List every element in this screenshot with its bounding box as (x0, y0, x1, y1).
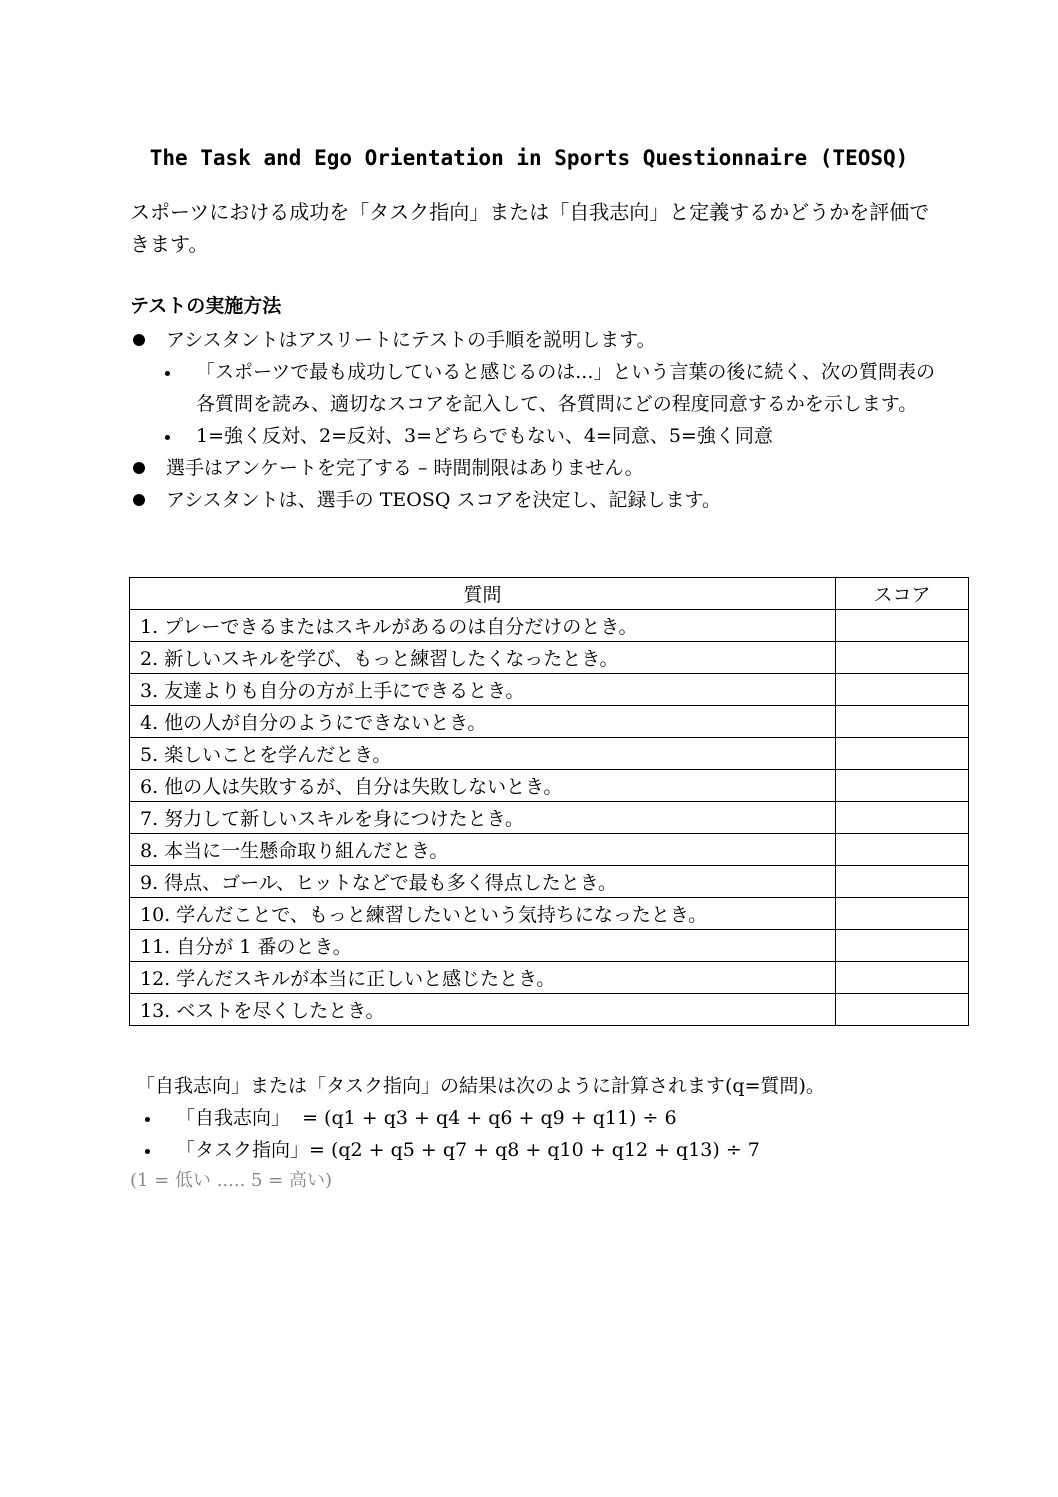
score-cell[interactable] (836, 642, 969, 674)
score-cell[interactable] (836, 994, 969, 1026)
list-item (130, 484, 940, 516)
list-item-text: アシスタントは、選手の TEOSQ スコアを決定し、記録します。 (166, 489, 721, 511)
small-bullet-icon (145, 1149, 150, 1154)
question-cell: 13. ベストを尽くしたとき。 (130, 994, 836, 1026)
score-cell[interactable] (836, 802, 969, 834)
calculation-intro: 「自我志向」または「タスク指向」の結果は次のように計算されます(q=質問)。 (136, 1075, 825, 1097)
question-cell: 9. 得点、ゴール、ヒットなどで最も多く得点したとき。 (130, 866, 836, 898)
bullet-icon (133, 462, 145, 474)
score-cell[interactable] (836, 738, 969, 770)
score-cell[interactable] (836, 706, 969, 738)
list-item-text: アシスタントはアスリートにテストの手順を説明します。 (166, 329, 656, 351)
task-formula-text: 「タスク指向」= (q2 + q5 + q7 + q8 + q10 + q12 + q13) ÷ 7 (176, 1139, 760, 1161)
ego-formula (130, 1102, 940, 1134)
questionnaire-table (129, 577, 969, 1026)
score-cell[interactable] (836, 866, 969, 898)
calculation-section (130, 1070, 940, 1166)
question-cell: 12. 学んだスキルが本当に正しいと感じたとき。 (130, 962, 836, 994)
question-cell: 4. 他の人が自分のようにできないとき。 (130, 706, 836, 738)
table-row (130, 674, 969, 706)
table-header-row (130, 578, 969, 610)
question-cell: 3. 友達よりも自分の方が上手にできるとき。 (130, 674, 836, 706)
list-item-text: 選手はアンケートを完了する – 時間制限はありません。 (166, 457, 644, 479)
table-row (130, 898, 969, 930)
table-row (130, 866, 969, 898)
question-cell: 2. 新しいスキルを学び、もっと練習したくなったとき。 (130, 642, 836, 674)
intro-paragraph: スポーツにおける成功を「タスク指向」または「自我志向」と定義するかどうかを評価できます。 (130, 200, 930, 256)
list-item (130, 324, 940, 356)
score-cell[interactable] (836, 610, 969, 642)
table-row (130, 834, 969, 866)
question-cell: 8. 本当に一生懸命取り組んだとき。 (130, 834, 836, 866)
method-heading: テストの実施方法 (130, 295, 282, 317)
question-cell: 7. 努力して新しいスキルを身につけたとき。 (130, 802, 836, 834)
sub-list-item (130, 420, 940, 452)
score-cell[interactable] (836, 898, 969, 930)
table-row (130, 738, 969, 770)
method-list (130, 324, 940, 516)
ego-formula-text: 「自我志向」 = (q1 + q3 + q4 + q6 + q9 + q11) ÷ 6 (176, 1107, 677, 1129)
question-cell: 11. 自分が 1 番のとき。 (130, 930, 836, 962)
table-row (130, 610, 969, 642)
bullet-icon (133, 494, 145, 506)
table-row (130, 770, 969, 802)
score-cell[interactable] (836, 930, 969, 962)
sub-list-item-text: 1=強く反対、2=反対、3=どちらでもない、4=同意、5=強く同意 (196, 425, 773, 447)
scale-note: (1 = 低い ..... 5 = 高い) (130, 1170, 333, 1191)
score-cell[interactable] (836, 962, 969, 994)
question-cell: 10. 学んだことで、もっと練習したいという気持ちになったとき。 (130, 898, 836, 930)
list-item (130, 452, 940, 484)
table-row (130, 706, 969, 738)
small-bullet-icon (165, 371, 170, 376)
table-row (130, 930, 969, 962)
bullet-icon (133, 334, 145, 346)
table-row (130, 994, 969, 1026)
document-title: The Task and Ego Orientation in Sports Questionnaire (TEOSQ) (149, 146, 909, 170)
question-column-header: 質問 (130, 578, 836, 610)
score-cell[interactable] (836, 834, 969, 866)
small-bullet-icon (165, 435, 170, 440)
score-column-header: スコア (836, 578, 969, 610)
question-cell: 6. 他の人は失敗するが、自分は失敗しないとき。 (130, 770, 836, 802)
task-formula (130, 1134, 940, 1166)
score-cell[interactable] (836, 674, 969, 706)
table-row (130, 962, 969, 994)
question-cell: 1. プレーできるまたはスキルがあるのは自分だけのとき。 (130, 610, 836, 642)
sub-list-item (130, 356, 940, 420)
table-row (130, 642, 969, 674)
score-cell[interactable] (836, 770, 969, 802)
table-row (130, 802, 969, 834)
small-bullet-icon (145, 1117, 150, 1122)
sub-list-item-text: 「スポーツで最も成功していると感じるのは...」という言葉の後に続く、次の質問表の各質問を読み、適切なスコアを記入して、各質問にどの程度同意するかを示します。 (196, 361, 935, 415)
question-cell: 5. 楽しいことを学んだとき。 (130, 738, 836, 770)
